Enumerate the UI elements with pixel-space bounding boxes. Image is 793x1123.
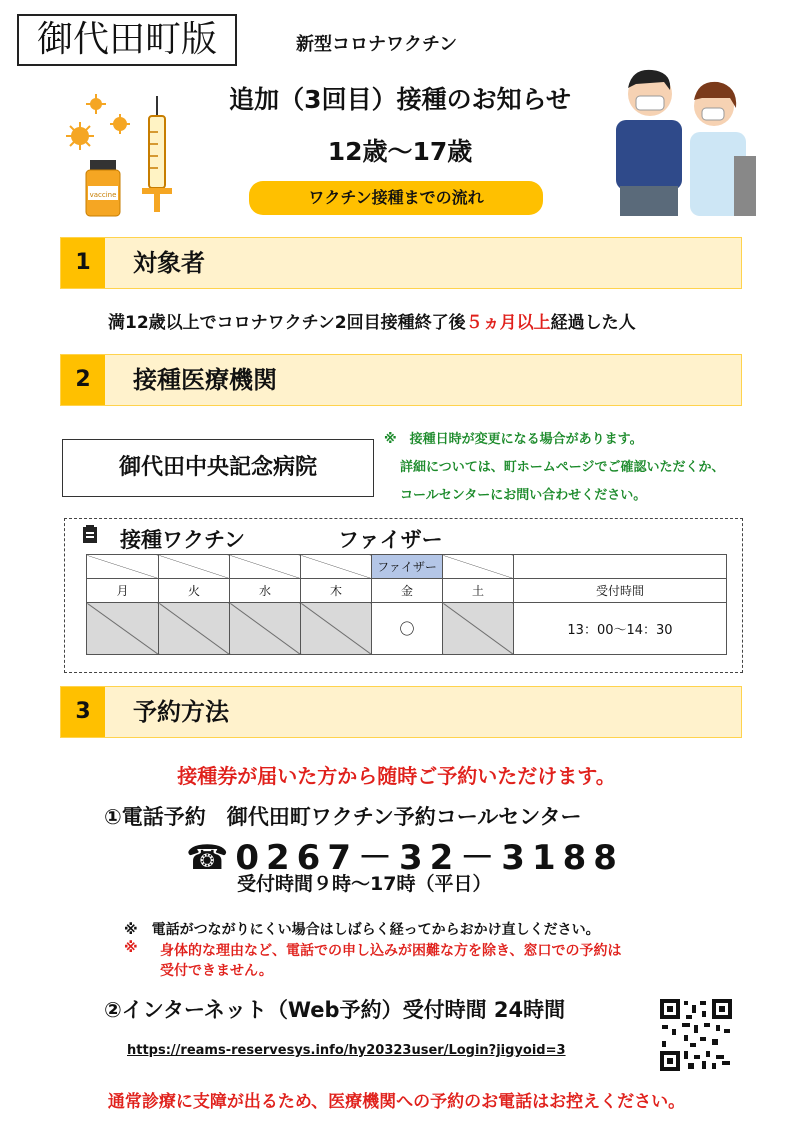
empty-cell [443, 555, 514, 579]
reservation-url-link[interactable]: https://reams-reservesys.info/hy20323user/Login?jigyoid=3 [127, 1043, 566, 1058]
section-title: 接種医療機関 [133, 366, 277, 394]
section-medical-institution [60, 354, 742, 406]
day-header-mon: 月 [87, 579, 159, 603]
unavailable-cell [159, 603, 230, 655]
empty-cell [230, 555, 301, 579]
day-header-thu: 木 [301, 579, 372, 603]
window-note-line2: 受付できません。 [160, 963, 273, 979]
syringe-icon [142, 96, 172, 212]
unavailable-cell [301, 603, 372, 655]
unavailable-cell [443, 603, 514, 655]
window-note-mark: ※ [124, 940, 138, 956]
schedule-table [86, 554, 727, 655]
section-number: 2 [61, 355, 105, 405]
details-note: 詳細については、町ホームページでご確認いただくか、 [400, 460, 725, 475]
empty-cell [301, 555, 372, 579]
schedule-change-note: ※ 接種日時が変更になる場合があります。 [384, 432, 643, 447]
vaccination-scene-illustration [598, 60, 758, 220]
phone-reservation-line: ①電話予約 御代田町ワクチン予約コールセンター [104, 805, 582, 829]
clipboard-icon [80, 524, 102, 546]
section-title: 予約方法 [133, 698, 229, 726]
qr-code-icon[interactable] [660, 999, 732, 1071]
day-header-sat: 土 [443, 579, 514, 603]
nurse-figure [690, 82, 756, 216]
target-text-after: 経過した人 [550, 313, 636, 333]
busy-line-note: ※ 電話がつながりにくい場合はしばらく経ってからおかけ直しください。 [124, 922, 600, 938]
day-header-wed: 水 [230, 579, 301, 603]
empty-cell [514, 555, 727, 579]
phone-number[interactable]: ☎0267－32－3188 [186, 838, 624, 878]
vaccine-name: ファイザー [338, 528, 443, 552]
day-header-tue: 火 [159, 579, 230, 603]
virus-icon [66, 94, 130, 150]
web-reservation-line: ②インターネット（Web予約）受付時間 24時間 [104, 998, 566, 1022]
target-highlight: ５ヵ月以上 [465, 313, 551, 333]
page-title: 追加（3回目）接種のお知らせ [229, 85, 571, 114]
friday-available-mark: 〇 [372, 603, 443, 655]
day-header-fri: 金 [372, 579, 443, 603]
hospital-name: 御代田中央記念病院 [62, 439, 374, 497]
vial-label: vaccine [89, 191, 117, 199]
call-center-note: コールセンターにお問い合わせください。 [400, 488, 647, 503]
age-range: 12歳～17歳 [327, 137, 473, 166]
flow-label: ワクチン接種までの流れ [249, 181, 543, 215]
section-reservation [60, 686, 742, 738]
section-target [60, 237, 742, 289]
unavailable-cell [87, 603, 159, 655]
phone-hours: 受付時間９時～17時（平日） [237, 873, 492, 895]
vial-icon [86, 160, 120, 216]
target-description [108, 308, 636, 333]
section-title: 対象者 [133, 249, 205, 277]
unavailable-cell [230, 603, 301, 655]
target-text-before: 満12歳以上でコロナワクチン2回目接種終了後 [108, 313, 466, 333]
empty-cell [159, 555, 230, 579]
footer-warning: 通常診療に支障が出るため、医療機関への予約のお電話はお控えください。 [107, 1092, 686, 1112]
empty-cell [87, 555, 159, 579]
town-edition-label: 御代田町版 [17, 14, 237, 66]
patient-figure [616, 70, 682, 216]
section-number: 3 [61, 687, 105, 737]
window-note-line1: 身体的な理由など、電話での申し込みが困難な方を除き、窓口での予約は [160, 943, 622, 959]
reservation-intro: 接種券が届いた方から随時ご予約いただけます。 [177, 764, 616, 788]
hours-header: 受付時間 [514, 579, 727, 603]
vaccine-label: 接種ワクチン [120, 528, 245, 552]
vaccine-illustration [66, 92, 176, 220]
page-subtitle: 新型コロナワクチン [296, 34, 458, 55]
section-number: 1 [61, 238, 105, 288]
hours-value: 13：00～14：30 [514, 603, 727, 655]
vaccine-tag-cell: ファイザー [372, 555, 443, 579]
